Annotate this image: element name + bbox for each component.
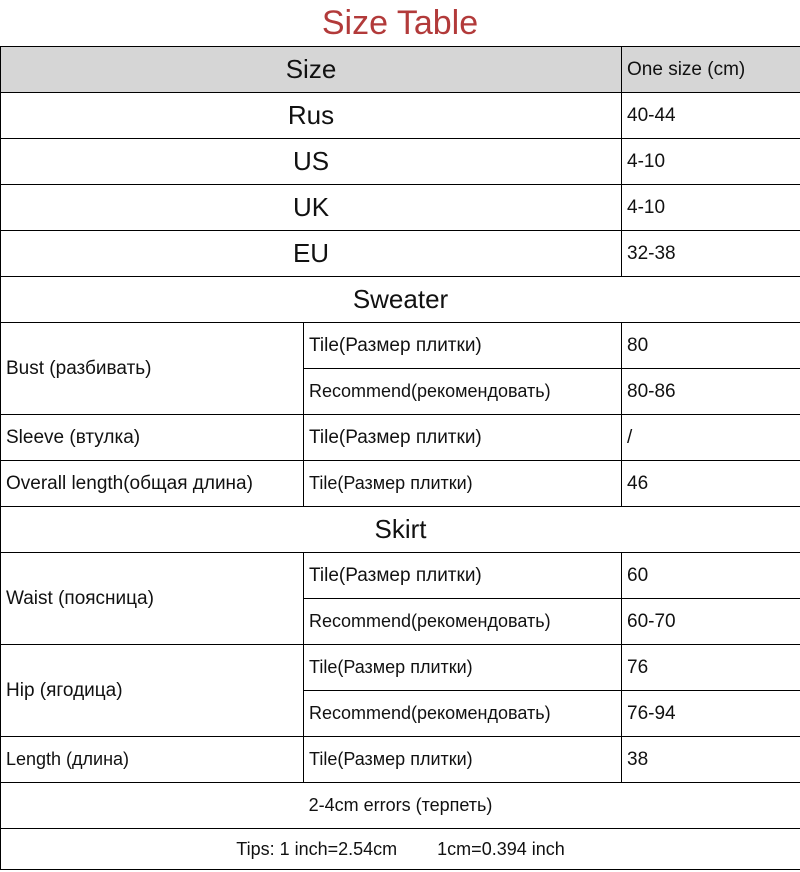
tile-value: 38 bbox=[622, 737, 800, 783]
recommend-value: 76-94 bbox=[622, 691, 800, 737]
header-row bbox=[1, 47, 800, 93]
tile-value: 80 bbox=[622, 323, 800, 369]
region-label: Rus bbox=[1, 93, 622, 139]
size-table bbox=[0, 46, 800, 870]
tile-value: 46 bbox=[622, 461, 800, 507]
section-row-sweater bbox=[1, 277, 800, 323]
header-size: Size bbox=[1, 47, 622, 93]
section-row-skirt bbox=[1, 507, 800, 553]
tile-value: 76 bbox=[622, 645, 800, 691]
tile-label: Tile(Размер плитки) bbox=[304, 461, 622, 507]
tips-inch: Tips: 1 inch=2.54cm bbox=[236, 838, 398, 859]
region-label: EU bbox=[1, 231, 622, 277]
region-row-eu bbox=[1, 231, 800, 277]
measure-label-bust: Bust (разбивать) bbox=[1, 323, 304, 415]
errors-row bbox=[1, 783, 800, 829]
section-title-sweater: Sweater bbox=[1, 277, 800, 323]
errors-note: 2-4cm errors (терпеть) bbox=[1, 783, 800, 829]
table-row bbox=[1, 323, 800, 369]
measure-label-waist: Waist (поясница) bbox=[1, 553, 304, 645]
region-label: UK bbox=[1, 185, 622, 231]
tile-label: Tile(Размер плитки) bbox=[304, 553, 622, 599]
region-value: 4-10 bbox=[622, 139, 800, 185]
region-row-rus bbox=[1, 93, 800, 139]
tile-label: Tile(Размер плитки) bbox=[304, 737, 622, 783]
region-value: 4-10 bbox=[622, 185, 800, 231]
measure-label-length: Length (длина) bbox=[1, 737, 304, 783]
region-row-uk bbox=[1, 185, 800, 231]
tile-value: / bbox=[622, 415, 800, 461]
table-row bbox=[1, 737, 800, 783]
recommend-label: Recommend(рекомендовать) bbox=[304, 369, 622, 415]
recommend-label: Recommend(рекомендовать) bbox=[304, 691, 622, 737]
table-row bbox=[1, 553, 800, 599]
recommend-value: 80-86 bbox=[622, 369, 800, 415]
tile-value: 60 bbox=[622, 553, 800, 599]
section-title-skirt: Skirt bbox=[1, 507, 800, 553]
table-row bbox=[1, 415, 800, 461]
tile-label: Tile(Размер плитки) bbox=[304, 323, 622, 369]
table-row bbox=[1, 461, 800, 507]
measure-label-hip: Hip (ягодица) bbox=[1, 645, 304, 737]
tile-label: Tile(Размер плитки) bbox=[304, 645, 622, 691]
header-one-size: One size (cm) bbox=[622, 47, 800, 93]
recommend-value: 60-70 bbox=[622, 599, 800, 645]
tips-row bbox=[1, 829, 800, 870]
region-label: US bbox=[1, 139, 622, 185]
tips-cell bbox=[1, 829, 800, 870]
region-row-us bbox=[1, 139, 800, 185]
region-value: 40-44 bbox=[622, 93, 800, 139]
measure-label-sleeve: Sleeve (втулка) bbox=[1, 415, 304, 461]
recommend-label: Recommend(рекомендовать) bbox=[304, 599, 622, 645]
table-row bbox=[1, 645, 800, 691]
measure-label-overall-length: Overall length(общая длина) bbox=[1, 461, 304, 507]
tile-label: Tile(Размер плитки) bbox=[304, 415, 622, 461]
page-title: Size Table bbox=[321, 3, 479, 42]
tips-cm: 1cm=0.394 inch bbox=[437, 838, 565, 859]
region-value: 32-38 bbox=[622, 231, 800, 277]
